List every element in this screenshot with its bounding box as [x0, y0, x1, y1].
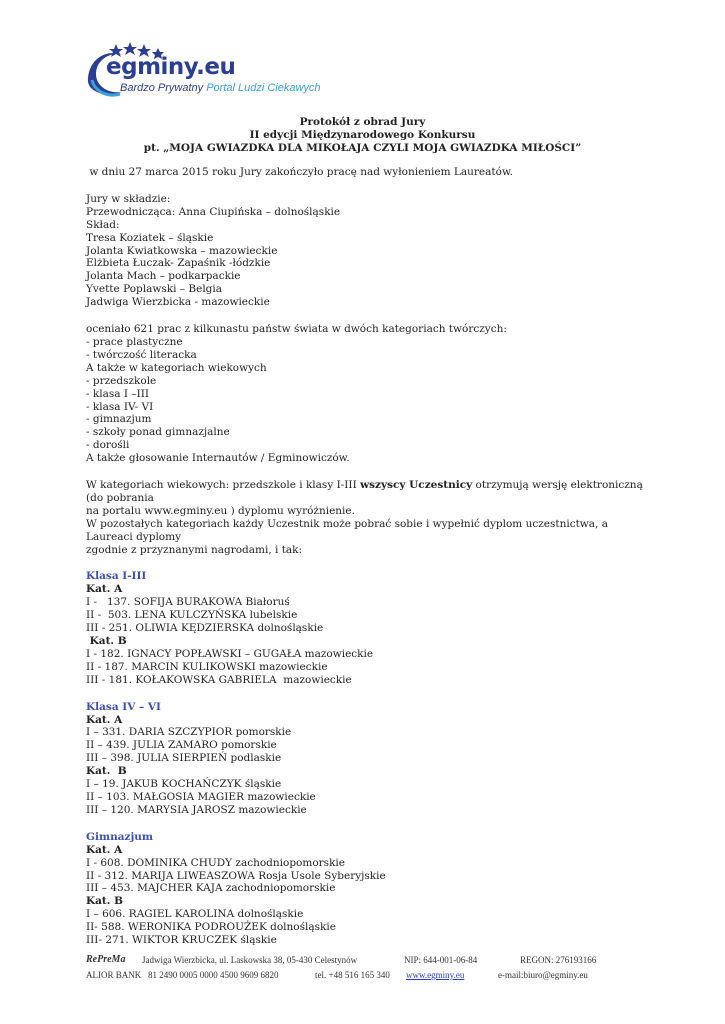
- laureate: II – 439. JULIA ZAMARO pomorskie: [86, 739, 277, 752]
- footer-tel: tel. +48 516 165 340: [315, 970, 390, 980]
- footer-line-2: [86, 970, 646, 984]
- footer-nip: NIP: 644-001-06-84: [404, 955, 478, 965]
- jury-member: Elżbieta Łuczak- Zapaśnik -łódzkie: [86, 257, 271, 270]
- laureate: II- 588. WERONIKA PODROUŻEK dolnośląskie: [86, 921, 336, 934]
- title-line-1: Protokół z obrad Jury: [299, 116, 426, 128]
- age-category: - dorośli: [86, 439, 130, 452]
- age-category: - klasa I –III: [86, 387, 150, 400]
- laureate: I - 182. IGNACY POPŁAWSKI – GUGAŁA mazowieckie: [86, 647, 374, 660]
- laureate: II - 312. MARIJA LIWEASZOWA Rosja Usole Syberyjskie: [86, 869, 386, 882]
- kat-b-label: Kat. B: [86, 895, 123, 908]
- jury-member: Tresa Koziatek – śląskie: [86, 231, 214, 244]
- age-category: - gimnazjum: [86, 413, 152, 426]
- diplomas-text: otrzymują wersję elektroniczną (do pobrania: [86, 479, 643, 504]
- footer-address: Jadwiga Wierzbicka, ul. Laskowska 38, 05-430 Celestynów: [142, 955, 358, 965]
- laureate: I – 19. JAKUB KOCHAŃCZYK śląskie: [86, 778, 282, 791]
- laureate: II – 103. MAŁGOSIA MAGIER mazowieckie: [86, 790, 316, 803]
- creative-category: - twórczość literacka: [86, 348, 197, 361]
- creative-category: - prace plastyczne: [86, 335, 183, 348]
- laureate: I – 331. DARIA SZCZYPIOR pomorskie: [86, 726, 292, 739]
- kat-b-label: Kat. B: [86, 635, 127, 647]
- tagline-prefix: Bardzo Prywatny: [120, 82, 204, 94]
- laureate: I – 606. RAGIEL KAROLINA dolnośląskie: [86, 908, 304, 921]
- laureate: III – 120. MARYSIA JAROSZ mazowieckie: [86, 803, 307, 816]
- diplomas-paragraph-2: W pozostałych kategoriach każdy Uczestnik może pobrać sobie i wypełnić dyplom uczestnictwa, a Laureaci dyplomy: [86, 517, 608, 543]
- internet-vote: A także głosowanie Internautów / Egminowiczów.: [86, 452, 350, 465]
- diplomas-bold: wszyscy Uczestnicy: [360, 479, 473, 492]
- title-line-3: pt. „MOJA GWIAZDKA DLA MIKOŁAJA CZYLI MOJA GWIAZDKA MIŁOŚCI”: [143, 142, 582, 154]
- laureate: III- 271. WIKTOR KRUCZEK śląskie: [86, 934, 277, 947]
- jury-heading: Jury w składzie:: [86, 192, 171, 205]
- kat-a-label: Kat. A: [86, 843, 123, 856]
- title-line-2: II edycji Międzynarodowego Konkursu: [249, 129, 476, 141]
- laureate: I - 137. SOFIJA BURAKOWA Białoruś: [86, 596, 290, 609]
- laureate: II - 503. LENA KULCZYŃSKA lubelskie: [86, 609, 298, 622]
- jury-chair: Przewodnicząca: Anna Ciupińska – dolnośląskie: [86, 205, 341, 218]
- age-category: - klasa IV- VI: [86, 400, 154, 413]
- tagline-accent: Portal Ludzi Ciekawych: [206, 82, 321, 94]
- jury-member: Jadwiga Wierzbicka - mazowieckie: [86, 296, 270, 309]
- evaluation-intro: oceniało 621 prac z kilkunastu państw świata w dwóch kategoriach twórczych:: [86, 323, 507, 336]
- laureate: III - 181. KOŁAKOWSKA GABRIELA mazowieckie: [86, 673, 352, 686]
- diplomas-paragraph-1-cont: na portalu www.egminy.eu ) dyplomu wyróżnienie.: [86, 504, 355, 517]
- age-categories-intro: A także w kategoriach wiekowych: [86, 361, 267, 374]
- kat-b-label: Kat. B: [86, 765, 127, 778]
- laureate: III - 251. OLIWIA KĘDZIERSKA dolnośląskie: [86, 622, 324, 635]
- kat-a-label: Kat. A: [86, 583, 123, 596]
- laureate: II - 187. MARCIN KULIKOWSKI mazowieckie: [86, 660, 328, 673]
- category-heading: Klasa IV – VI: [86, 700, 161, 713]
- jury-member: Jolanta Mach – podkarpackie: [86, 270, 241, 283]
- jury-composition-label: Skład:: [86, 218, 120, 231]
- footer-email: e-mail:biuro@egminy.eu: [498, 970, 588, 980]
- logo-tagline: [120, 82, 321, 94]
- category-heading: Gimnazjum: [86, 830, 154, 843]
- category-heading: Klasa I-III: [86, 570, 147, 583]
- footer-brand: RePreMa: [86, 954, 126, 965]
- diplomas-paragraph-2-cont: zgodnie z przyznanymi nagrodami, i tak:: [86, 543, 303, 556]
- logo-name: egminy.eu: [106, 54, 236, 80]
- diplomas-paragraph-1: [86, 479, 646, 505]
- intro-text: w dniu 27 marca 2015 roku Jury zakończyło pracę nad wyłonieniem Laureatów.: [86, 166, 514, 178]
- footer-line-1: [86, 955, 646, 969]
- laureate: III – 453. MAJCHER KAJA zachodniopomorskie: [86, 882, 336, 895]
- laureate: I - 608. DOMINIKA CHUDY zachodniopomorskie: [86, 856, 345, 869]
- jury-member: Yvette Poplawski – Belgia: [86, 283, 223, 296]
- laureate: III – 398. JULIA SIERPIEŃ podlaskie: [86, 752, 282, 765]
- footer-website-link[interactable]: www.egminy.eu: [406, 970, 465, 980]
- document-body: [86, 166, 646, 947]
- diplomas-text: W kategoriach wiekowych: przedszkole i klasy I-III: [86, 479, 361, 492]
- document-title: [0, 116, 725, 155]
- kat-a-label: Kat. A: [86, 713, 123, 726]
- age-category: - szkoły ponad gimnazjalne: [86, 426, 230, 439]
- age-category: - przedszkole: [86, 374, 157, 387]
- jury-member: Jolanta Kwiatkowska – mazowieckie: [86, 244, 278, 257]
- footer-bank: ALIOR BANK 81 2490 0005 0000 4500 9609 6820: [86, 970, 279, 980]
- egminy-logo: [86, 42, 321, 102]
- footer-regon: REGON: 276193166: [520, 955, 597, 965]
